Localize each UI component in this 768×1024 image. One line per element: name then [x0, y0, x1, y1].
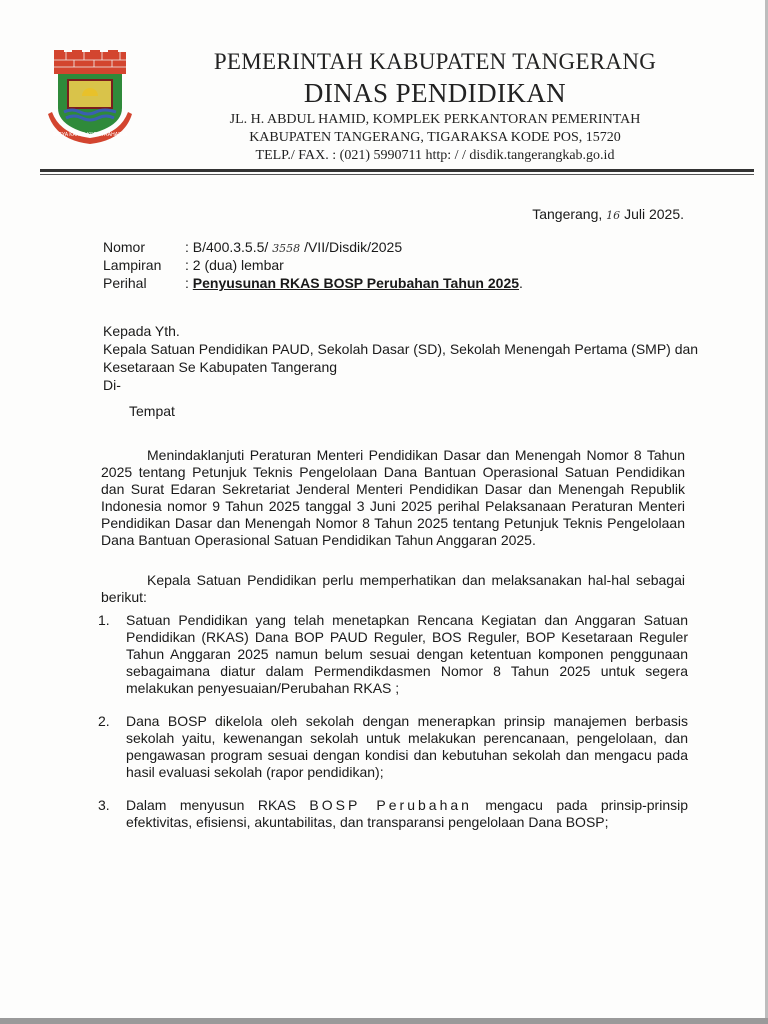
letter-meta [103, 238, 523, 292]
body-paragraph-2: Kepala Satuan Pendidikan perlu memperhatikan dan melaksanakan hal-hal sebagai berikut: [101, 572, 685, 605]
list-item-number: 3. [98, 797, 110, 813]
lampiran-label: Lampiran [103, 257, 162, 273]
perihal-end: . [519, 275, 523, 291]
address-recipient: Kepala Satuan Pendidikan PAUD, Sekolah Dasar (SD), Sekolah Menengah Pertama (SMP) dan Kesetaraan Se Kabupaten Tangerang [103, 341, 699, 375]
list-item-text: Satuan Pendidikan yang telah menetapkan Rencana Kegiatan dan Anggaran Satuan Pendidikan (RKAS) Dana BOP PAUD Reguler, BOS Reguler, BOP Kesetaraan Reguler Tahun Anggaran 2025 namun belum sesuai dengan ketentuan komponen penggunaan sebagaimana diatur dalam Permendikdasmen Nomor 8 Tahun 2025 untuk segera melakukan penyesuaian/Perubahan RKAS ; [126, 612, 688, 696]
nomor-prefix: : B/400.3.5.5/ [185, 239, 269, 255]
list-item [98, 612, 688, 697]
address-tempat: Tempat [129, 403, 175, 419]
list-item-text-spaced: BOSP Perubahan [309, 797, 472, 813]
list-item-text: Dana BOSP dikelola oleh sekolah dengan menerapkan prinsip manajemen berbasis sekolah yaitu, kewenangan sekolah untuk melakukan perencanaan, pengelolaan, dan pengawasan program sesuai dengan kondisi dan kebutuhan sekolah dan mengacu pada hasil evaluasi sekolah (rapor pendidikan); [126, 713, 688, 780]
lampiran-value: : 2 (dua) lembar [185, 257, 284, 273]
kabupaten-tangerang-logo [44, 50, 136, 146]
list-item-number: 1. [98, 612, 110, 628]
nomor-handwritten: 3558 [272, 242, 301, 255]
letterhead-rule-thin [40, 174, 754, 175]
recipient-address [103, 322, 703, 420]
list-item-number: 2. [98, 713, 110, 729]
list-item-text [126, 797, 688, 831]
list-item-text-b: mengacu pada prinsip-prinsip efektivitas, efisiensi, akuntabilitas, dan transparansi pengelolaan Dana BOSP; [126, 797, 689, 830]
letterhead-contact: TELP./ FAX. : (021) 5990711 http: / / disdik.tangerangkab.go.id [255, 148, 615, 163]
body-paragraph-1: Menindaklanjuti Peraturan Menteri Pendidikan Dasar dan Menengah Nomor 8 Tahun 2025 tentang Petunjuk Teknis Pengelolaan Dana Bantuan Operasional Satuan Pendidikan dan Surat Edaran Sekretariat Jenderal Menteri Pendidikan Dasar dan Menengah Republik Indonesia nomor 9 Tahun 2025 tanggal 3 Juni 2025 perihal Pelaksanaan Peraturan Menteri Pendidikan Dasar dan Menengah Nomor 8 Tahun 2025 tentang Petunjuk Teknis Pengelolaan Dana Bantuan Operasional Satuan Pendidikan Tahun Anggaran 2025. [101, 447, 685, 548]
logo-motto: SATYA KARYA KERTA RAHARJA [52, 132, 128, 138]
letterhead-government: PEMERINTAH KABUPATEN TANGERANG [213, 49, 657, 74]
letterhead-address-1: JL. H. ABDUL HAMID, KOMPLEK PERKANTORAN PEMERINTAH [229, 112, 641, 127]
perihal-value: Penyusunan RKAS BOSP Perubahan Tahun 2025 [192, 275, 520, 291]
address-di: Di- [103, 377, 121, 393]
letterhead-agency: DINAS PENDIDIKAN [303, 78, 567, 108]
nomor-suffix: /VII/Disdik/2025 [304, 239, 403, 255]
list-item-text-a: Dalam menyusun RKAS [126, 797, 310, 813]
meta-nomor [103, 238, 523, 256]
scan-edge-bottom [0, 1018, 768, 1024]
letterhead [150, 48, 720, 165]
date-month-year: Juli 2025. [624, 206, 684, 222]
perihal-colon: : [185, 275, 193, 291]
list-item [98, 797, 688, 831]
letterhead-rule-thick [40, 169, 754, 172]
letter-date [500, 206, 684, 222]
perihal-label: Perihal [103, 275, 147, 291]
date-day-handwritten: 16 [606, 209, 621, 222]
letterhead-address-2: KABUPATEN TANGERANG, TIGARAKSA KODE POS, 15720 [249, 130, 621, 145]
nomor-label: Nomor [103, 239, 146, 255]
date-place: Tangerang, [532, 206, 603, 222]
list-item [98, 713, 688, 781]
address-salutation: Kepada Yth. [103, 323, 180, 339]
meta-lampiran [103, 256, 523, 274]
meta-perihal [103, 274, 523, 292]
